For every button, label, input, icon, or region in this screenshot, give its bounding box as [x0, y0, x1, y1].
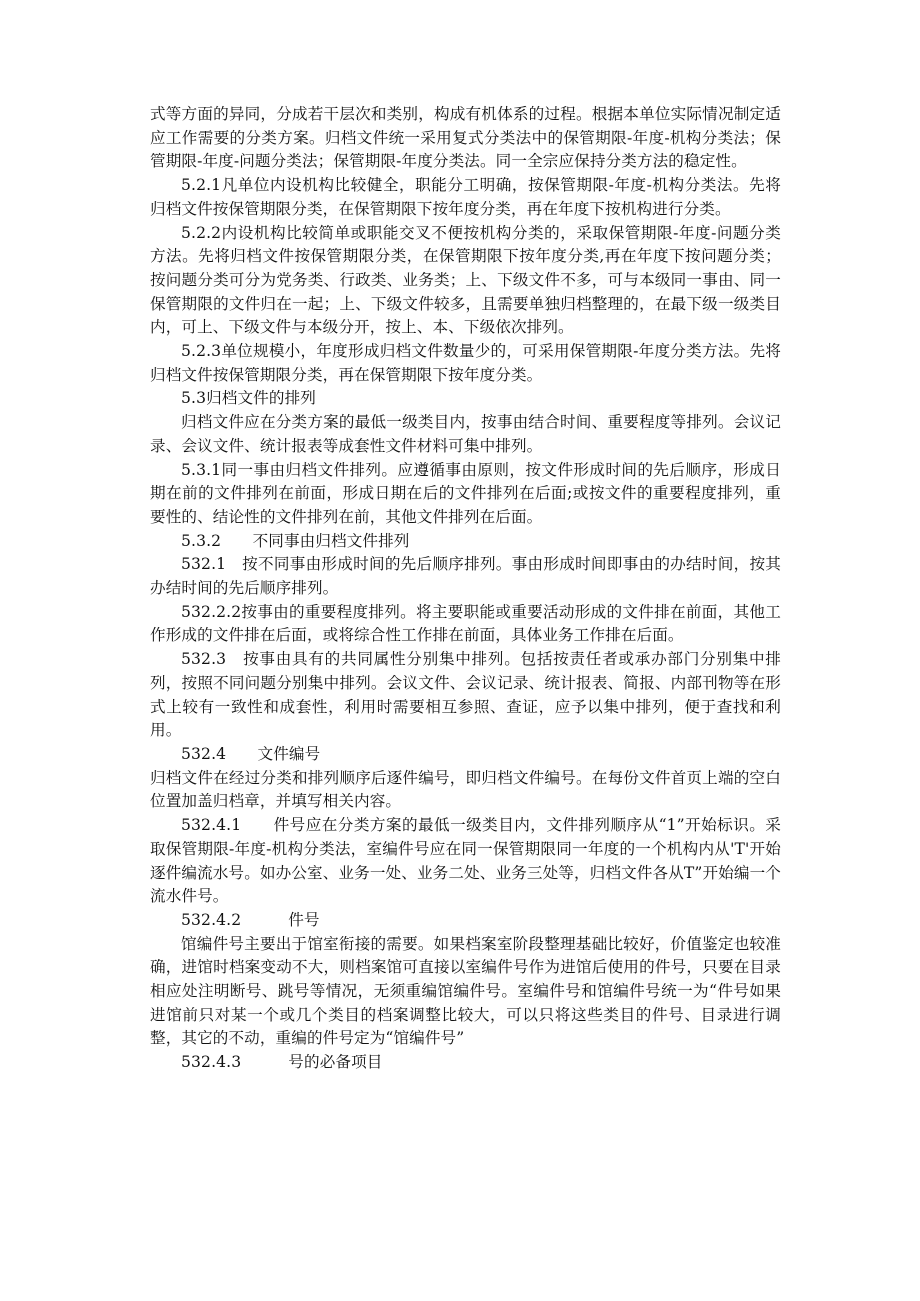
paragraph: 5.3.1同一事由归档文件排列。应遵循事由原则，按文件形成时间的先后顺序，形成日期在前的文件排列在前面，形成日期在后的文件排列在后面;或按文件的重要程度排列，重要性的、结论性的文件排列在前，其他文件排列在后面。	[150, 460, 781, 526]
section-heading: 5.3.2 不同事由归档文件排列	[181, 531, 410, 550]
paragraph: 式等方面的异同，分成若干层次和类别，构成有机体系的过程。根据本单位实际情况制定适应工作需要的分类方案。归档文件统一采用复式分类法中的保管期限-年度-机构分类法；保管期限-年度-问题分类法；保管期限-年度分类法。同一全宗应保持分类方法的稳定性。	[150, 105, 781, 171]
paragraph: 532.3 按事由具有的共同属性分别集中排列。包括按责任者或承办部门分别集中排列，按照不同问题分别集中排列。会议文件、会议记录、统计报表、简报、内部刊物等在形式上较有一致性和成套性，利用时需要相互参照、查证，应予以集中排列，便于查找和利用。	[150, 650, 781, 740]
paragraph: 5.2.3单位规模小，年度形成归档文件数量少的，可采用保管期限-年度分类方法。先将归档文件按保管期限分类，再在保管期限下按年度分类。	[150, 342, 781, 384]
paragraph: 5.2.1凡单位内设机构比较健全，职能分工明确，按保管期限-年度-机构分类法。先将归档文件按保管期限分类，在保管期限下按年度分类，再在年度下按机构进行分类。	[150, 176, 781, 218]
paragraph: 532.2.2按事由的重要程度排列。将主要职能或重要活动形成的文件排在前面，其他工作形成的文件排在后面，或将综合性工作排在前面，具体业务工作排在后面。	[150, 602, 781, 645]
section-heading: 532.4.3 号的必备项目	[181, 1053, 383, 1072]
paragraph: 归档文件应在分类方案的最低一级类目内，按事由结合时间、重要程度等排列。会议记录、会议文件、统计报表等成套性文件材料可集中排列。	[150, 413, 781, 455]
section-heading: 532.4 文件编号	[181, 744, 321, 763]
paragraph: 馆编件号主要出于馆室衔接的需要。如果档案室阶段整理基础比较好，价值鉴定也较准确，进馆时档案变动不大，则档案馆可直接以室编件号作为进馆后使用的件号，只要在目录相应处注明断号、跳号等情况，无须重编馆编件号。室编件号和馆编件号统一为“件号如果进馆前只对某一个或几个类目的档案调整比较大，可以只将这些类目的件号、目录进行调整，其它的不动，重编的件号定为“馆编件号”	[150, 934, 781, 1048]
paragraph: 532.4.1 件号应在分类方案的最低一级类目内，文件排列顺序从“1”开始标识。采取保管期限-年度-机构分类法，室编件号应在同一保管期限同一年度的一个机构内从'T'开始逐件编流水号。如办公室、业务一处、业务二处、业务三处等，归档文件各从T”开始编一个流水件号。	[150, 816, 781, 906]
section-heading: 5.3归档文件的排列	[181, 389, 316, 408]
section-heading: 532.4.2 件号	[181, 910, 320, 929]
paragraph: 归档文件在经过分类和排列顺序后逐件编号，即归档文件编号。在每份文件首页上端的空白位置加盖归档章，并填写相关内容。	[150, 768, 781, 811]
document-body	[150, 103, 781, 1075]
paragraph: 5.2.2内设机构比较简单或职能交叉不便按机构分类的，采取保管期限-年度-问题分类方法。先将归档文件按保管期限分类，在保管期限下按年度分类,再在年度下按问题分类；按问题分类可分为党务类、行政类、业务类；上、下级文件不多，可与本级同一事由、同一保管期限的文件归在一起；上、下级文件较多，且需要单独归档整理的，在最下级一级类目内，可上、下级文件与本级分开，按上、本、下级依次排列。	[150, 223, 781, 337]
paragraph: 532.1 按不同事由形成时间的先后顺序排列。事由形成时间即事由的办结时间，按其办结时间的先后顺序排列。	[150, 555, 781, 598]
